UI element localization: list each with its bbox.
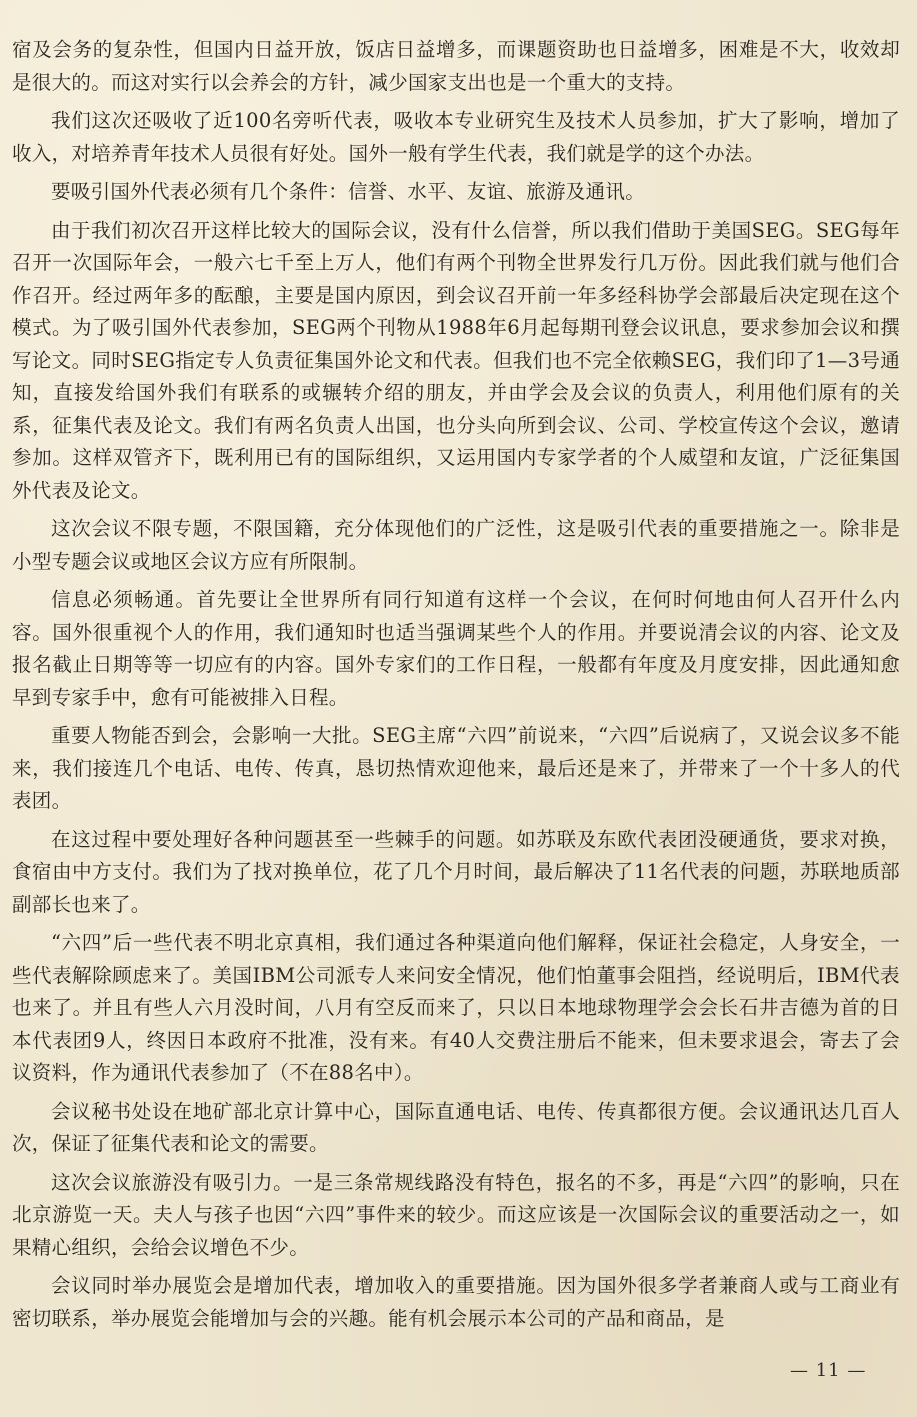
paragraph: “六四”后一些代表不明北京真相，我们通过各种渠道向他们解释，保证社会稳定，人身安全，一些代表解除顾虑来了。美国IBM公司派专人来问安全情况，他们怕董事会阻挡，经说明后，IBM代表也来了。并且有些人六月没时间，八月有空反而来了，只以日本地球物理学会会长石井吉德为首的日本代表团9人，终因日本政府不批准，没有来。有40人交费注册后不能来，但未要求退会，寄去了会议资料，作为通讯代表参加了（不在88名中）。 (12, 931, 900, 1084)
paragraph: 这次会议不限专题，不限国籍，充分体现他们的广泛性，这是吸引代表的重要措施之一。除非是小型专题会议或地区会议方应有所限制。 (12, 517, 900, 573)
paragraph: 我们这次还吸收了近100名旁听代表，吸收本专业研究生及技术人员参加，扩大了影响，增加了收入，对培养青年技术人员很有好处。国外一般有学生代表，我们就是学的这个办法。 (12, 109, 900, 165)
paragraph: 会议秘书处设在地矿部北京计算中心，国际直通电话、电传、传真都很方便。会议通讯达几百人次，保证了征集代表和论文的需要。 (12, 1099, 900, 1155)
paragraph: 重要人物能否到会，会影响一大批。SEG主席“六四”前说来，“六四”后说病了，又说会议多不能来，我们接连几个电话、电传、传真，恳切热情欢迎他来，最后还是来了，并带来了一个十多人的代表团。 (12, 724, 900, 812)
paragraph: 信息必须畅通。首先要让全世界所有同行知道有这样一个会议，在何时何地由何人召开什么内容。国外很重视个人的作用，我们通知时也适当强调某些个人的作用。并要说清会议的内容、论文及报名截止日期等等一切应有的内容。国外专家们的工作日程，一般都有年度及月度安排，因此通知愈早到专家手中，愈有可能被排入日程。 (12, 588, 900, 709)
paragraph: 这次会议旅游没有吸引力。一是三条常规线路没有特色，报名的不多，再是“六四”的影响，只在北京游览一天。夫人与孩子也因“六四”事件来的较少。而这应该是一次国际会议的重要活动之一，如果精心组织，会给会议增色不少。 (12, 1170, 900, 1259)
paragraph-continued: 宿及会务的复杂性，但国内日益开放，饭店日益增多，而课题资助也日益增多，困难是不大，收效却是很大的。而这对实行以会养会的方针，减少国家支出也是一个重大的支持。 (12, 38, 900, 94)
paragraph: 要吸引国外代表必须有几个条件：信誉、水平、友谊、旅游及通讯。 (51, 180, 646, 203)
paragraph: 在这过程中要处理好各种问题甚至一些棘手的问题。如苏联及东欧代表团没硬通货，要求对换，食宿由中方支付。我们为了找对换单位，花了几个月时间，最后解决了11名代表的问题，苏联地质部副部长也来了。 (12, 827, 900, 916)
body-text (12, 34, 900, 1341)
paragraph: 由于我们初次召开这样比较大的国际会议，没有什么信誉，所以我们借助于美国SEG。SEG每年召开一次国际年会，一般六七千至上万人，他们有两个刊物全世界发行几万份。因此我们就与他们合作召开。经过两年多的酝酿，主要是国内原因，到会议召开前一年多经科协学会部最后决定现在这个模式。为了吸引国外代表参加，SEG两个刊物从1988年6月起每期刊登会议讯息，要求参加会议和撰写论文。同时SEG指定专人负责征集国外论文和代表。但我们也不完全依赖SEG，我们印了1—3号通知，直接发给国外我们有联系的或辗转介绍的朋友，并由学会及会议的负责人，利用他们原有的关系，征集代表及论文。我们有两名负责人出国，也分头向所到会议、公司、学校宣传这个会议，邀请参加。这样双管齐下，既利用已有的国际组织，又运用国内专家学者的个人威望和友谊，广泛征集国外代表及论文。 (12, 218, 900, 502)
paragraph: 会议同时举办展览会是增加代表，增加收入的重要措施。因为国外很多学者兼商人或与工商业有密切联系，举办展览会能增加与会的兴趣。能有机会展示本公司的产品和商品，是 (12, 1274, 900, 1330)
page-number: — 11 — (790, 1360, 867, 1381)
